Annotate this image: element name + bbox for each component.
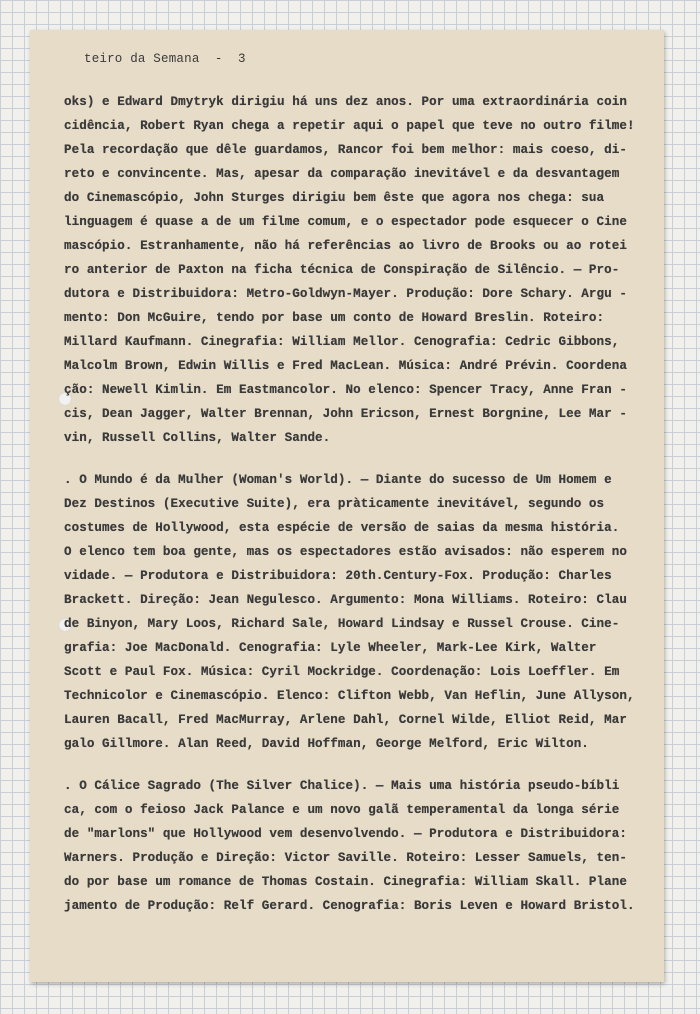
typewritten-page — [30, 30, 664, 982]
text-line: ro anterior de Paxton na ficha técnica de Conspiração de Silêncio. — Pro- — [64, 263, 620, 277]
text-line: ção: Newell Kimlin. Em Eastmancolor. No elenco: Spencer Tracy, Anne Fran - — [64, 383, 627, 397]
text-line: oks) e Edward Dmytryk dirigiu há uns dez anos. Por uma extraordinária coin — [64, 95, 627, 109]
text-line: . O Mundo é da Mulher (Woman's World). — Diante do sucesso de Um Homem e — [64, 473, 612, 487]
text-line: mascópio. Estranhamente, não há referências ao livro de Brooks ou ao rotei — [64, 239, 627, 253]
text-line: ca, com o feioso Jack Palance e um novo galã temperamental da longa série — [64, 803, 620, 817]
text-line: grafia: Joe MacDonald. Cenografia: Lyle Wheeler, Mark-Lee Kirk, Walter — [64, 641, 597, 655]
text-line: linguagem é quase a de um filme comum, e o espectador pode esquecer o Cine — [64, 215, 627, 229]
text-line: dutora e Distribuidora: Metro-Goldwyn-Mayer. Produção: Dore Schary. Argu - — [64, 287, 627, 301]
text-line: Brackett. Direção: Jean Negulesco. Argumento: Mona Williams. Roteiro: Clau — [64, 593, 627, 607]
text-line: cidência, Robert Ryan chega a repetir aqui o papel que teve no outro filme! — [64, 119, 635, 133]
text-line: Malcolm Brown, Edwin Willis e Fred MacLean. Música: André Prévin. Coordena — [64, 359, 627, 373]
page-header: teiro da Semana - 3 — [84, 52, 246, 66]
text-line: do Cinemascópio, John Sturges dirigiu bem êste que agora nos chega: sua — [64, 191, 605, 205]
text-line: de "marlons" que Hollywood vem desenvolvendo. — Produtora e Distribuidora: — [64, 827, 627, 841]
text-line: Millard Kaufmann. Cinegrafia: William Mellor. Cenografia: Cedric Gibbons, — [64, 335, 620, 349]
text-line: Technicolor e Cinemascópio. Elenco: Clifton Webb, Van Heflin, June Allyson, — [64, 689, 635, 703]
text-line: reto e convincente. Mas, apesar da comparação inevitável e da desvantagem — [64, 167, 620, 181]
text-line: Dez Destinos (Executive Suite), era pràticamente inevitável, segundo os — [64, 497, 605, 511]
text-line: mento: Don McGuire, tendo por base um conto de Howard Breslin. Roteiro: — [64, 311, 605, 325]
text-line: de Binyon, Mary Loos, Richard Sale, Howard Lindsay e Russel Crouse. Cine- — [64, 617, 620, 631]
text-line: galo Gillmore. Alan Reed, David Hoffman, George Melford, Eric Wilton. — [64, 737, 589, 751]
text-line: do por base um romance de Thomas Costain. Cinegrafia: William Skall. Plane — [64, 875, 627, 889]
text-line: costumes de Hollywood, esta espécie de versão de saias da mesma história. — [64, 521, 620, 535]
text-line: cis, Dean Jagger, Walter Brennan, John Ericson, Ernest Borgnine, Lee Mar - — [64, 407, 627, 421]
text-line: jamento de Produção: Relf Gerard. Cenografia: Boris Leven e Howard Bristol. — [64, 899, 635, 913]
text-line: vin, Russell Collins, Walter Sande. — [64, 431, 331, 445]
text-line: Pela recordação que dêle guardamos, Rancor foi bem melhor: mais coeso, di- — [64, 143, 627, 157]
text-line: O elenco tem boa gente, mas os espectadores estão avisados: não esperem no — [64, 545, 627, 559]
text-line: . O Cálice Sagrado (The Silver Chalice). — Mais uma história pseudo-bíbli — [64, 779, 620, 793]
text-line: Lauren Bacall, Fred MacMurray, Arlene Dahl, Cornel Wilde, Elliot Reid, Mar — [64, 713, 627, 727]
text-line: Scott e Paul Fox. Música: Cyril Mockridge. Coordenação: Lois Loeffler. Em — [64, 665, 620, 679]
text-line: vidade. — Produtora e Distribuidora: 20th.Century-Fox. Produção: Charles — [64, 569, 612, 583]
text-line: Warners. Produção e Direção: Victor Saville. Roteiro: Lesser Samuels, ten- — [64, 851, 627, 865]
